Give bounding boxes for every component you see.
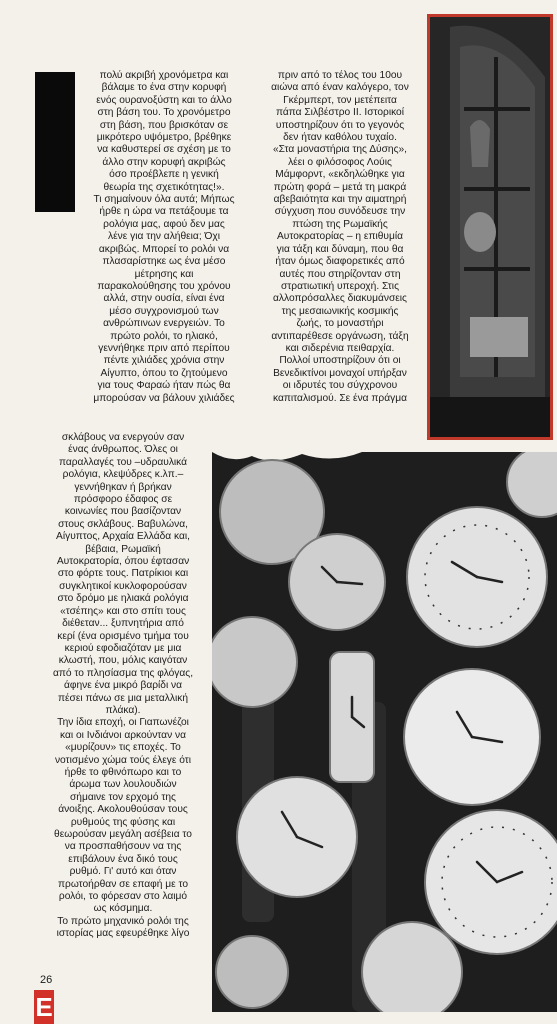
text-line: πριν από το τέλος του 10ου: [277, 70, 403, 81]
text-line: σκλάβους να ενεργούν σαν: [61, 432, 185, 443]
text-line: μικρότερο υψόμετρο, βρέθηκε: [96, 132, 232, 144]
text-line: θεωρία της σχετικότητας!».: [103, 181, 225, 193]
text-line: άφηνε ένα μικρό βαρίδι να: [63, 680, 183, 692]
text-line: πολύ ακριβή χρονόμετρα και: [99, 70, 229, 81]
text-line: Την ίδια εποχή, οι Γιαπωνέζοι: [57, 717, 189, 729]
text-line: αβεβαιότητα και την αιματηρή: [273, 194, 407, 206]
text-line: Μάμφορντ, «εκδηλώθηκε για: [275, 169, 405, 181]
text-line: Πολλοί υποστηρίζουν ότι οι: [279, 355, 401, 367]
text-line: κερί (ένα ορισμένο τμήμα του: [57, 630, 189, 642]
text-column-1: [78, 70, 250, 405]
text-line: Αίγυπτος, Αρχαία Ελλάδα και,: [56, 531, 190, 543]
text-line: πέντε χιλιάδες χρόνια στην: [103, 355, 225, 367]
text-line: δεν ήταν καθόλου τυχαίο.: [283, 132, 397, 144]
text-line: λέει ο φιλόσοφος Λούις: [288, 156, 392, 168]
text-line: αλλοπρόσαλλες διακυμάνσεις: [273, 293, 407, 305]
text-line: αιώνα από έναν καλόγερο, τον: [271, 82, 409, 94]
text-line: στο δρόμο με ηλιακά ρολόγια: [57, 593, 189, 605]
text-line: πέσει πάνω σε μια μεταλλική: [57, 692, 189, 704]
text-line: Τι σημαίνουν όλα αυτά; Μήπως: [93, 194, 235, 206]
text-line: υποστηρίζουν ότι το γεγονός: [275, 119, 405, 131]
text-line: για τάξη και δύναμη, που θα: [276, 243, 404, 255]
text-line: Το πρώτο μηχανικό ρολόι της: [57, 915, 189, 927]
text-line: ανθρώπινων ενεργειών. Το: [103, 318, 225, 330]
text-line: αλλά, στην ουσία, είναι ένα: [103, 293, 225, 305]
text-line: όσο προέβλεπε η γενική: [109, 169, 219, 181]
text-line: στους σκλάβους. Βαβυλώνα,: [58, 518, 188, 530]
text-line: πρόσφορο έδαφος σε: [73, 494, 173, 506]
black-decorative-bar: [35, 72, 75, 212]
text-line: πρωτοήρθαν σε επαφή με το: [58, 878, 188, 890]
text-column-2: [256, 70, 424, 405]
text-line: μέτρησης και: [134, 268, 194, 280]
text-line: άλλο στην κορυφή ακριβώς: [102, 156, 226, 168]
text-line: βέβαια, Ρωμαϊκή: [85, 543, 161, 555]
page-number: 26: [40, 974, 53, 986]
text-line: αυτές που στηρίζονταν στη: [279, 268, 401, 280]
text-line: και οι Ινδιάνοι αρκούνταν να: [60, 729, 186, 741]
text-line: για τους Φαραώ ήταν πώς θα: [97, 380, 231, 392]
text-line: ήρθε το φθινόπωρο και το: [64, 766, 182, 778]
text-line: πάπα Σιλβέστρο ΙΙ. Ιστορικοί: [276, 107, 404, 119]
text-line: ιστορίας μας εφευρέθηκε λίγο: [56, 928, 190, 940]
text-line: άρωμα των λουλουδιών: [69, 779, 177, 791]
text-line: στη βάση του. Το χρονόμετρο: [97, 107, 231, 119]
text-line: «μυρίζουν» τις εποχές. Το: [65, 742, 181, 754]
text-line: σήμαινε τον ερχομό της: [70, 791, 176, 803]
text-line: και σιδερένια πειθαρχία.: [285, 342, 395, 354]
text-line: μπορούσαν να βάλουν χιλιάδες: [93, 392, 235, 404]
text-line: αντιπαρέθεσε οργάνωση, τάξη: [271, 330, 409, 342]
vintage-watches-photo: [212, 452, 557, 1012]
text-line: μέσο συγχρονισμού των: [109, 305, 219, 317]
text-line: θεωρούσαν μεγάλη ασέβεια το: [54, 829, 192, 840]
text-line: πρώτο ρολόι, το ηλιακό,: [110, 330, 218, 342]
text-line: στρατιωτική υπεροχή. Στις: [281, 280, 399, 292]
text-line: διέθεταν... ξυπνητήρια από: [62, 618, 184, 630]
text-line: πρώτη φορά – μετά τη μακρά: [273, 181, 407, 193]
text-line: ακριβώς. Μπορεί το ρολόι να: [98, 243, 230, 255]
text-line: Αίγυπτο, όπου το ζητούμενο: [100, 367, 228, 379]
text-line: συγκλητικοί κυκλοφορούσαν: [59, 580, 187, 592]
window-illustration-icon: [430, 17, 550, 437]
text-line: ενός ουρανοξύστη και το άλλο: [96, 94, 232, 106]
text-line: Αυτοκρατορίας – η επιθυμία: [276, 231, 403, 243]
text-line: από το πλησίασμα της φλόγας,: [52, 667, 194, 679]
text-line: να προσπαθήσουν να της: [64, 841, 182, 853]
text-line: Αυτοκρατορία, όπου έφτασαν: [56, 556, 190, 568]
watches-collage-icon: [212, 452, 557, 1012]
text-line: ήταν όμως διαφορετικές από: [275, 256, 405, 268]
text-line: κοινωνίες που βασίζονταν: [64, 506, 182, 518]
text-line: κεριού εφοδιαζόταν με μια: [64, 642, 182, 654]
monastery-window-photo: [427, 14, 553, 440]
text-line: να καθυστερεί σε σχέση με το: [97, 144, 231, 156]
text-line: καπιταλισμού. Σε ένα πράγμα: [273, 392, 407, 404]
text-line: στο φόρτε τους. Πατρίκιοι και: [57, 568, 189, 580]
text-line: βάλαμε το ένα στην κορυφή: [101, 82, 227, 94]
text-line: ρυθμούς της φύσης και: [70, 816, 176, 828]
text-line: παρακολούθησης του χρόνου: [97, 280, 231, 292]
text-line: ένας άνθρωπος. Όλες οι: [68, 444, 178, 456]
text-line: παραλλαγές του –υδραυλικά: [58, 456, 188, 468]
magazine-logo-mark: E: [35, 992, 53, 1022]
text-line: Βενεδικτίνοι μοναχοί υπήρξαν: [273, 367, 407, 379]
text-line: νοτισμένο χώμα τούς έλεγε ότι: [54, 754, 192, 766]
text-line: στη βάση, που βρισκόταν σε: [99, 119, 229, 131]
text-line: Γκέρμπερτ, τον μετέπειτα: [283, 94, 397, 106]
text-line: πτώση της Ρωμαϊκής: [292, 218, 388, 230]
text-line: άνοιξης. Ακολουθούσαν τους: [58, 804, 188, 816]
text-line: γεννήθηκε πριν από περίπου: [98, 342, 230, 354]
text-line: λένε για την αλήθεια; Όχι: [108, 231, 220, 243]
text-line: ζωής, το μοναστήρι: [296, 318, 384, 330]
text-line: ρολόγια μας, αφού δεν μας: [103, 218, 225, 230]
text-line: πλάκα).: [105, 704, 141, 716]
text-line: «τσέπης» και στο σπίτι τους: [60, 605, 186, 617]
text-line: ρυθμό. Γι' αυτό και όταν: [69, 866, 177, 878]
text-line: κλωστή, που, μόλις καιγόταν: [58, 655, 188, 667]
text-line: «Στα μοναστήρια της Δύσης»,: [273, 144, 407, 156]
text-line: ήρθε η ώρα να πετάξουμε τα: [99, 206, 229, 218]
text-line: ρολόι, το φόρεσαν στο λαιμό: [58, 891, 188, 903]
text-line: ως κόσμημα.: [93, 903, 153, 915]
text-line: της μεσαιωνικής κοσμικής: [281, 305, 399, 317]
text-line: γεννήθηκαν ή βρήκαν: [74, 481, 172, 493]
text-line: σύγχυση που συνόδευσε την: [274, 206, 406, 218]
text-line: επιβάλουν ένα δικό τους: [68, 853, 178, 865]
text-line: ρολόγια, κλεψύδρες κ.λπ.–: [62, 469, 184, 481]
text-line: πλασαρίστηκε ως ένα μέσο: [102, 256, 226, 268]
text-column-3: [34, 432, 212, 941]
text-line: οι ιδρυτές του σύγχρονου: [282, 380, 398, 392]
